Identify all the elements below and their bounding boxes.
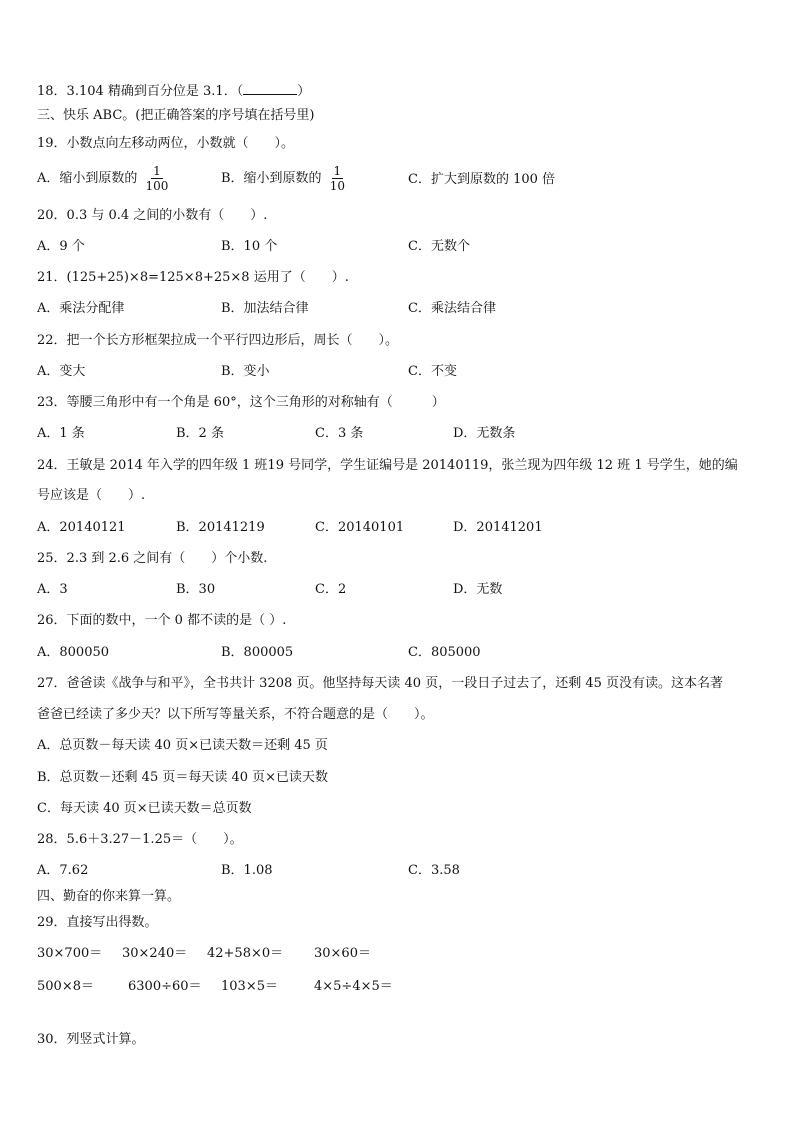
question-18-text: 18．3.104 精确到百分位是 3.1．（ xyxy=(37,84,244,99)
question-30: 30．列竖式计算。 xyxy=(37,1032,145,1047)
calc-item: 103×5＝ xyxy=(221,979,278,994)
calc-item: 30×240＝ xyxy=(122,946,188,961)
q26-option-c[interactable]: C．805000 xyxy=(408,645,481,660)
q25-option-b[interactable]: B．30 xyxy=(176,582,216,597)
q25-option-a[interactable]: A．3 xyxy=(37,582,68,597)
calc-item: 30×60＝ xyxy=(314,946,371,961)
question-19: 19．小数点向左移动两位，小数就（ ）。 xyxy=(37,136,295,151)
q19-option-c[interactable]: C．扩大到原数的 100 倍 xyxy=(408,172,556,187)
answer-blank[interactable] xyxy=(243,82,297,95)
q26-option-b[interactable]: B．800005 xyxy=(221,645,294,660)
question-24-line-2: 号应该是（ ）. xyxy=(37,488,146,503)
fraction-1-10 xyxy=(328,164,347,193)
q19-option-a[interactable] xyxy=(37,164,170,193)
question-27-line-2: 爸爸已经读了多少天？以下所写等量关系，不符合题意的是（ ）。 xyxy=(37,707,434,722)
calc-item: 4×5÷4×5＝ xyxy=(314,979,393,994)
q22-option-a[interactable]: A．变大 xyxy=(37,364,86,379)
question-18-close: ） xyxy=(297,84,311,99)
question-22: 22．把一个长方形框架拉成一个平行四边形后，周长（ ）。 xyxy=(37,333,399,348)
fraction-1-100 xyxy=(144,164,171,193)
q28-option-c[interactable]: C．3.58 xyxy=(408,863,460,878)
question-24-line-1: 24．王敏是 2014 年入学的四年级 1 班19 号同学，学生证编号是 20140119，张兰现为四年级 12 班 1 号学生，她的编 xyxy=(37,458,738,473)
q28-option-b[interactable]: B．1.08 xyxy=(221,863,273,878)
fraction-denominator: 10 xyxy=(329,179,345,193)
q21-option-a[interactable]: A．乘法分配律 xyxy=(37,301,125,316)
q19-option-a-label: A．缩小到原数的 xyxy=(37,171,138,186)
q26-option-a[interactable]: A．800050 xyxy=(37,645,110,660)
q24-option-d[interactable]: D．20141201 xyxy=(453,520,543,535)
fraction-numerator: 1 xyxy=(153,164,161,178)
q24-option-c[interactable]: C．20140101 xyxy=(315,520,405,535)
question-20: 20．0.3 与 0.4 之间的小数有（ ）. xyxy=(37,208,268,223)
q20-option-c[interactable]: C．无数个 xyxy=(408,239,470,254)
q23-option-a[interactable]: A．1 条 xyxy=(37,426,85,441)
q19-option-b-label: B．缩小到原数的 xyxy=(221,171,322,186)
q28-option-a[interactable]: A．7.62 xyxy=(37,863,89,878)
question-25: 25．2.3 到 2.6 之间有（ ）个小数. xyxy=(37,551,268,566)
section-3-heading: 三、快乐 ABC。(把正确答案的序号填在括号里) xyxy=(37,108,315,123)
q25-option-c[interactable]: C．2 xyxy=(315,582,347,597)
q21-option-c[interactable]: C．乘法结合律 xyxy=(408,301,496,316)
q22-option-c[interactable]: C．不变 xyxy=(408,364,457,379)
q24-option-b[interactable]: B．20141219 xyxy=(176,520,265,535)
section-4-heading: 四、勤奋的你来算一算。 xyxy=(37,889,181,904)
question-23: 23．等腰三角形中有一个角是 60°，这个三角形的对称轴有（ ） xyxy=(37,395,445,410)
question-18 xyxy=(37,82,310,100)
calc-item: 30×700＝ xyxy=(37,946,103,961)
question-27-line-1: 27．爸爸读《战争与和平》，全书共计 3208 页。他坚持每天读 40 页，一段日子过去了，还剩 45 页没有读。这本名著 xyxy=(37,676,724,691)
q20-option-a[interactable]: A．9 个 xyxy=(37,239,85,254)
calc-item: 500×8＝ xyxy=(37,979,94,994)
q19-option-b[interactable] xyxy=(221,164,347,193)
q27-option-a[interactable]: A．总页数－每天读 40 页×已读天数＝还剩 45 页 xyxy=(37,738,328,753)
q25-option-d[interactable]: D．无数 xyxy=(453,582,503,597)
q23-option-d[interactable]: D．无数条 xyxy=(453,426,516,441)
q22-option-b[interactable]: B．变小 xyxy=(221,364,270,379)
q27-option-c[interactable]: C．每天读 40 页×已读天数＝总页数 xyxy=(37,801,252,816)
calc-item: 6300÷60＝ xyxy=(128,979,202,994)
question-28: 28．5.6＋3.27－1.25＝（ ）。 xyxy=(37,832,243,847)
q23-option-c[interactable]: C．3 条 xyxy=(315,426,364,441)
question-29: 29．直接写出得数。 xyxy=(37,915,158,930)
q24-option-a[interactable]: A．20140121 xyxy=(37,520,126,535)
q20-option-b[interactable]: B．10 个 xyxy=(221,239,278,254)
q21-option-b[interactable]: B．加法结合律 xyxy=(221,301,309,316)
question-26: 26．下面的数中，一个 0 都不读的是（ ）. xyxy=(37,613,287,628)
q27-option-b[interactable]: B．总页数－还剩 45 页＝每天读 40 页×已读天数 xyxy=(37,770,329,785)
fraction-numerator: 1 xyxy=(333,164,342,178)
fraction-denominator: 100 xyxy=(145,179,169,193)
q23-option-b[interactable]: B．2 条 xyxy=(176,426,224,441)
calc-item: 42+58×0＝ xyxy=(207,946,284,961)
question-21: 21．(125+25)×8=125×8+25×8 运用了（ ）. xyxy=(37,270,349,285)
